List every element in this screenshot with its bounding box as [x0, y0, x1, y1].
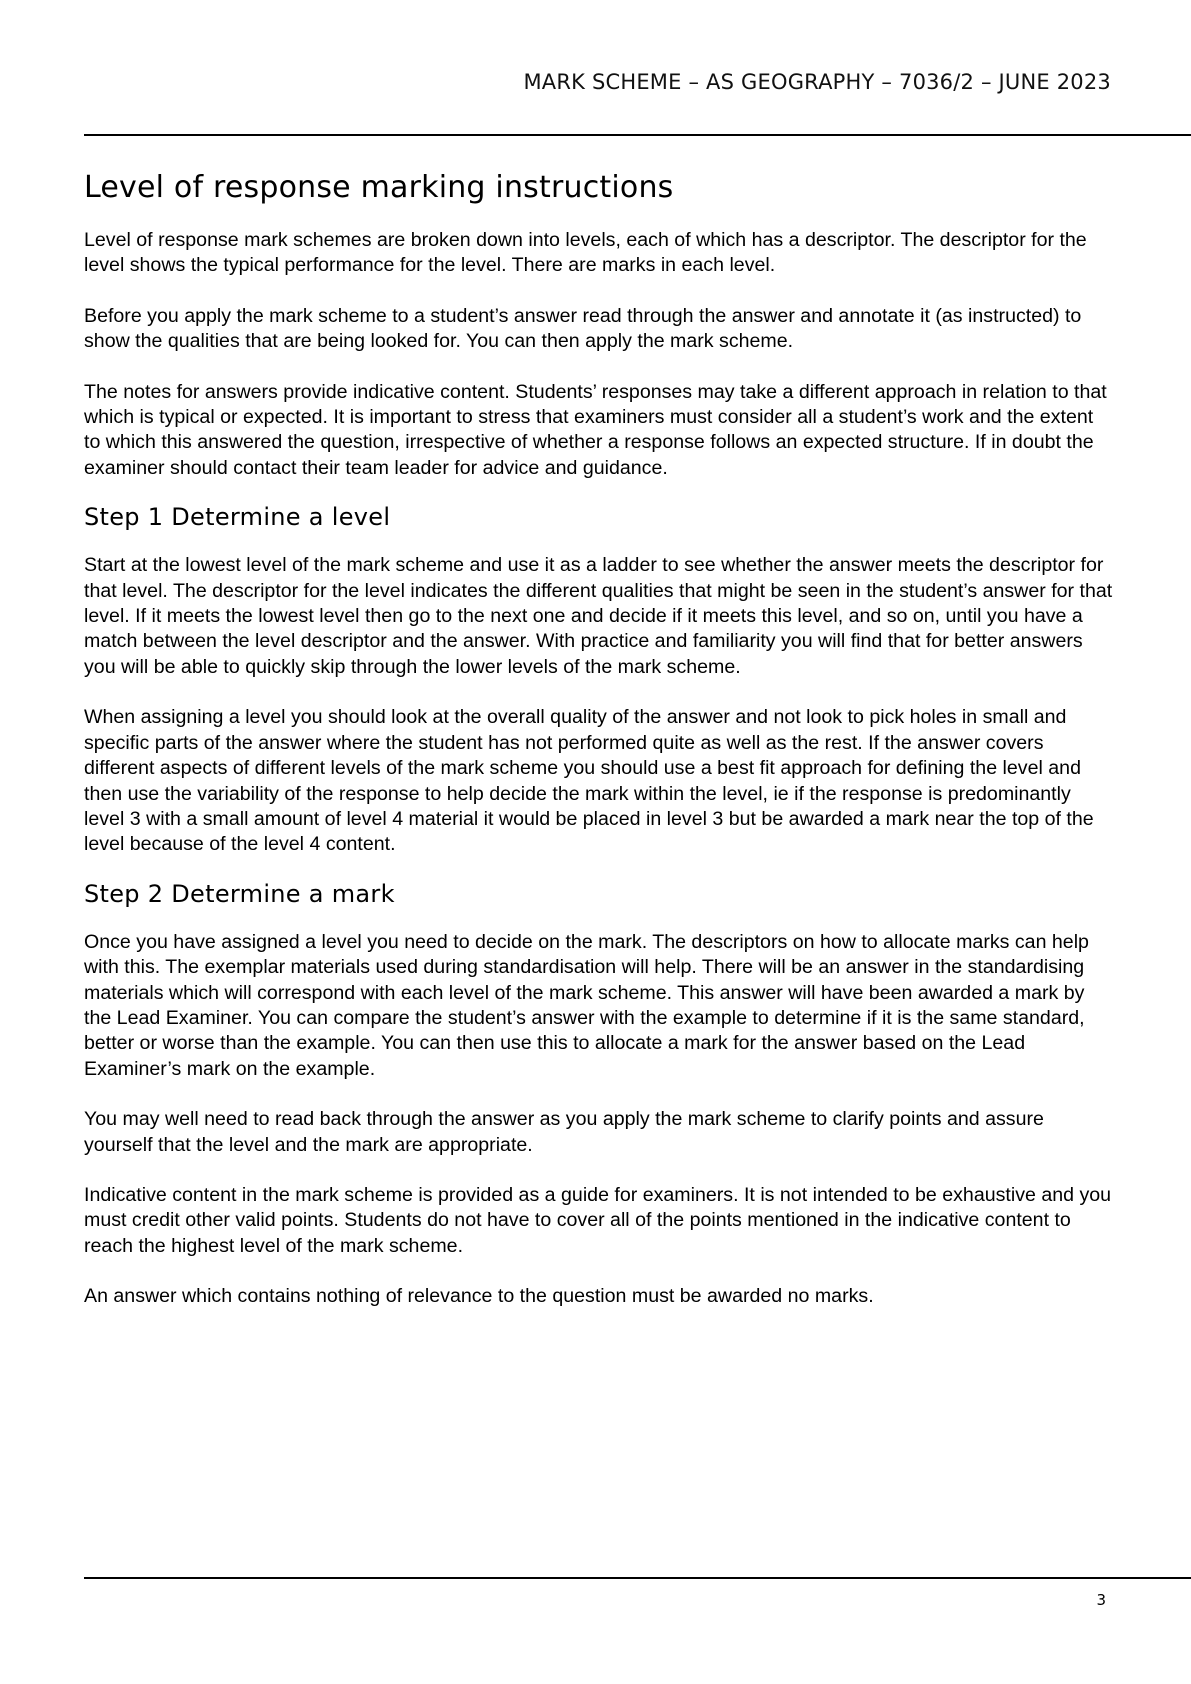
step2-paragraph: Indicative content in the mark scheme is provided as a guide for examiners. It is not intended to be exhaustive and you must credit other valid points. Students do not have to cover all of the points mentioned in the indicative content to reach the highest level of the mark scheme. — [84, 1183, 1112, 1257]
step2-paragraph: An answer which contains nothing of relevance to the question must be awarded no marks. — [84, 1285, 874, 1308]
header-divider — [84, 134, 1191, 136]
page-content — [84, 168, 1114, 1335]
page-title: Level of response marking instructions — [84, 170, 674, 205]
footer-divider — [84, 1577, 1191, 1579]
page-number: 3 — [1096, 1591, 1106, 1609]
step1-paragraph: When assigning a level you should look at the overall quality of the answer and not look to pick holes in small and specific parts of the answer where the student has not performed quite as well as the rest. If the answer covers different aspects of different levels of the mark scheme you should use a best fit approach for defining the level and then use the variability of the response to help decide the mark within the level, ie if the response is predominantly level 3 with a small amount of level 4 material it would be placed in level 3 but be awarded a mark near the top of the level because of the level 4 content. — [84, 706, 1094, 856]
intro-paragraph: The notes for answers provide indicative content. Students’ responses may take a different approach in relation to that which is typical or expected. It is important to stress that examiners must consider all a student’s work and the extent to which this answered the question, irrespective of whether a response follows an expected structure. If in doubt the examiner should contact their team leader for advice and guidance. — [84, 380, 1107, 479]
step1-heading: Step 1 Determine a level — [84, 503, 391, 532]
step2-heading: Step 2 Determine a mark — [84, 879, 395, 908]
running-header: MARK SCHEME – AS GEOGRAPHY – 7036/2 – JUNE 2023 — [523, 70, 1111, 94]
intro-paragraph: Level of response mark schemes are broken down into levels, each of which has a descriptor. The descriptor for the level shows the typical performance for the level. There are marks in each level. — [84, 229, 1087, 277]
step2-paragraph: Once you have assigned a level you need to decide on the mark. The descriptors on how to allocate marks can help with this. The exemplar materials used during standardisation will help. There will be an answer in the standardising materials which will correspond with each level of the mark scheme. This answer will have been awarded a mark by the Lead Examiner. You can compare the student’s answer with the example to determine if it is the same standard, better or worse than the example. You can then use this to allocate a mark for the answer based on the Lead Examiner’s mark on the example. — [84, 930, 1089, 1080]
step1-paragraph: Start at the lowest level of the mark scheme and use it as a ladder to see whether the answer meets the descriptor for that level. The descriptor for the level indicates the different qualities that might be seen in the student’s answer for that level. If it meets the lowest level then go to the next one and decide if it meets this level, and so on, until you have a match between the level descriptor and the answer. With practice and familiarity you will find that for better answers you will be able to quickly skip through the lower levels of the mark scheme. — [84, 554, 1113, 678]
intro-paragraph: Before you apply the mark scheme to a student’s answer read through the answer and annotate it (as instructed) to show the qualities that are being looked for. You can then apply the mark scheme. — [84, 304, 1082, 353]
step2-paragraph: You may well need to read back through the answer as you apply the mark scheme to clarify points and assure yourself that the level and the mark are appropriate. — [84, 1108, 1044, 1156]
